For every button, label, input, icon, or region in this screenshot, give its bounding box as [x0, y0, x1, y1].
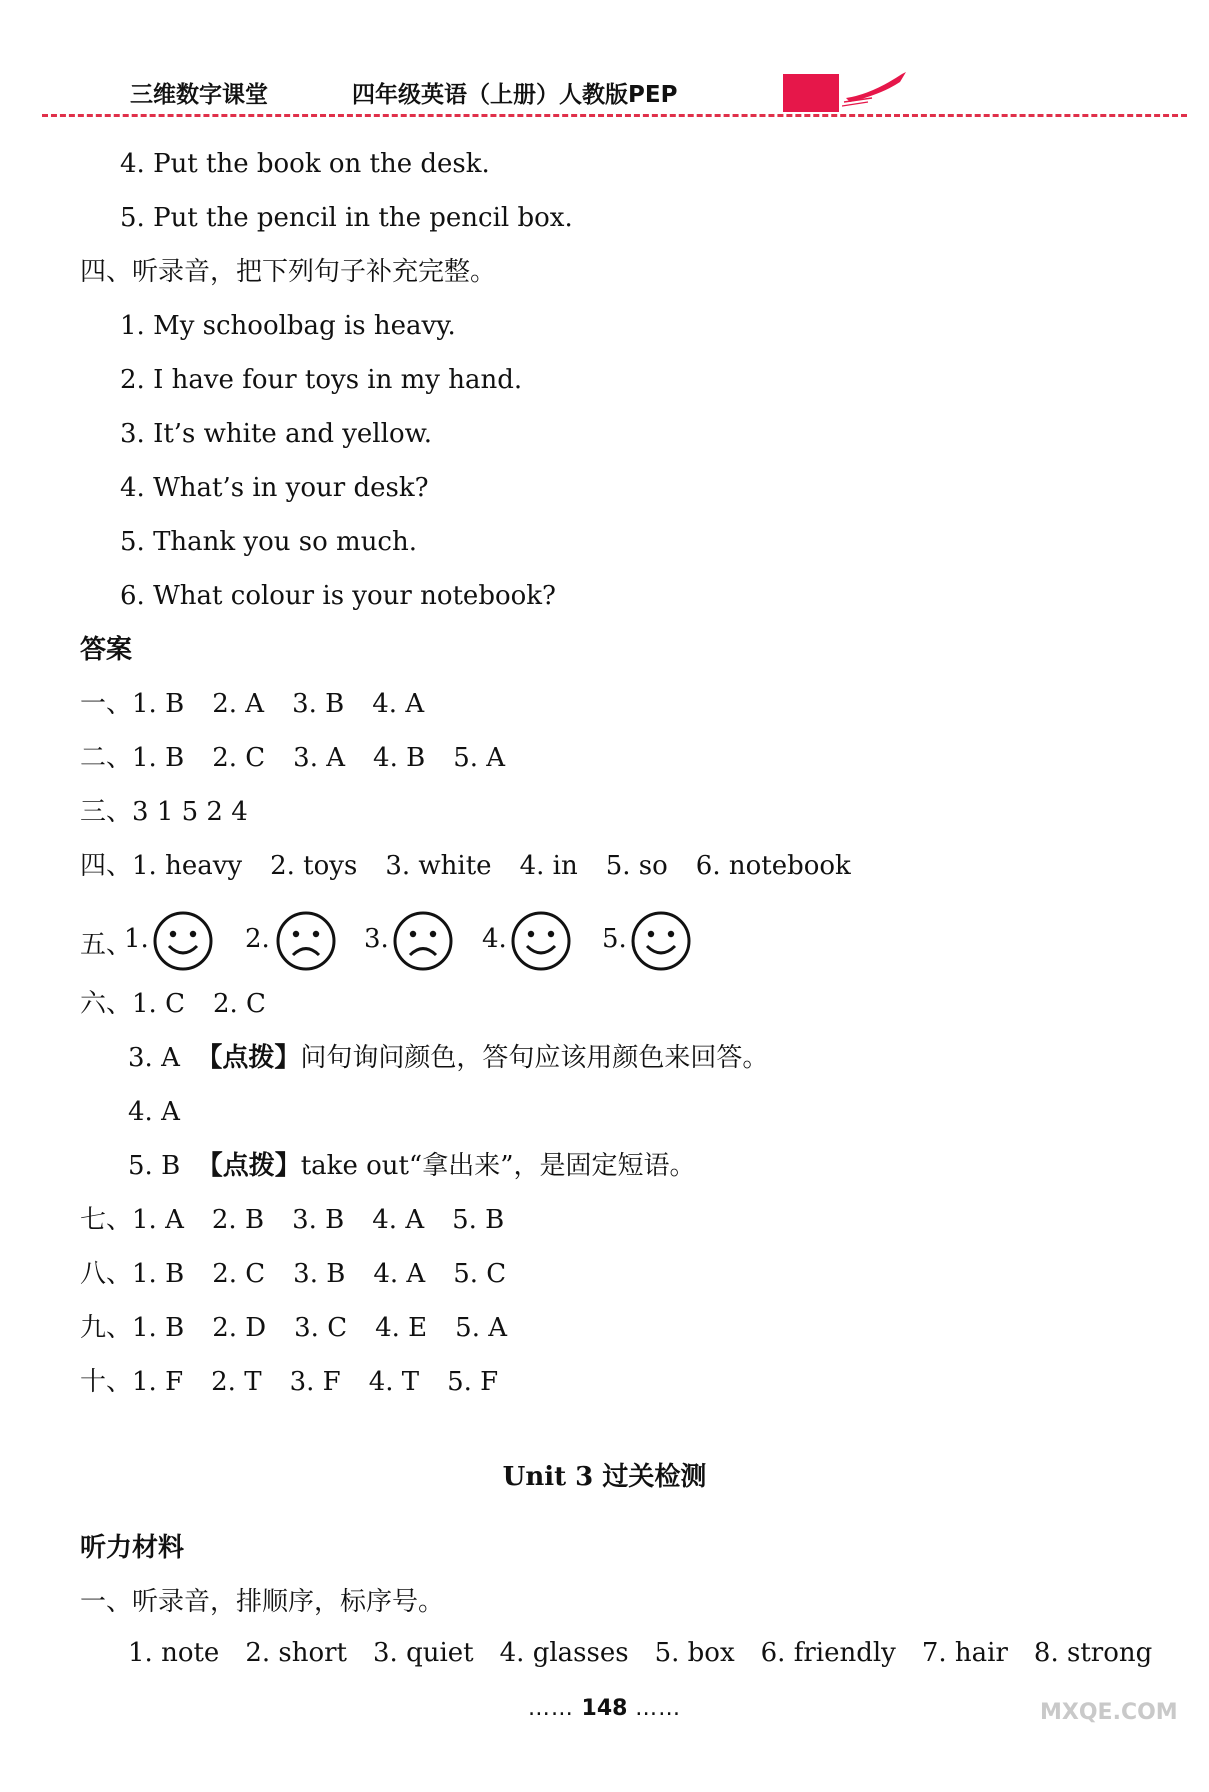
tip-text: take out“拿出来”，是固定短语。	[300, 1151, 696, 1181]
answer-row-4	[80, 848, 879, 884]
vocab-item: 3. quiet	[373, 1638, 474, 1668]
answer-row-1	[80, 686, 452, 722]
face-number: 3.	[364, 924, 389, 954]
face-number: 4.	[482, 924, 507, 954]
answer-item: 1. A	[132, 1205, 184, 1235]
answer-item: 4. A	[373, 1259, 426, 1289]
vocab-item: 8. strong	[1033, 1638, 1153, 1668]
vocab-item: 4. glasses	[499, 1638, 629, 1668]
answer-item: 5. so	[605, 851, 668, 881]
answer-item: 1. B	[132, 1259, 185, 1289]
answer-item: 5. B	[452, 1205, 505, 1235]
vocab-item: 1. note	[128, 1638, 220, 1668]
smile-face-icon	[152, 910, 214, 972]
answer-item: 1. B	[132, 743, 185, 773]
answer-row-6-item-4: 4. A	[128, 1097, 180, 1127]
part4-item: 1. My schoolbag is heavy.	[120, 311, 456, 341]
answer-row-8	[80, 1256, 534, 1292]
rocket-icon	[842, 68, 912, 108]
listening-heading: 听力材料	[80, 1533, 185, 1563]
answer-item: 3. B	[292, 689, 345, 719]
part4-item: 3. It’s white and yellow.	[120, 419, 433, 449]
answer-item: 4. in	[519, 851, 578, 881]
answer-item: 1. B	[132, 1313, 185, 1343]
answer-item: 5. C	[453, 1259, 507, 1289]
vocab-item: 5. box	[654, 1638, 735, 1668]
answer-item: 4. B	[373, 743, 426, 773]
answer-item: 5. A	[455, 1313, 508, 1343]
vocab-item: 7. hair	[921, 1638, 1008, 1668]
answer-item: 4. A	[372, 689, 425, 719]
answer-item: 2. C	[212, 743, 266, 773]
smile-face-icon	[630, 910, 692, 972]
smile-face-icon	[510, 910, 572, 972]
section-title: Unit 3 过关检测	[502, 1462, 707, 1492]
face-number: 5.	[602, 924, 627, 954]
answer-label: 七、	[80, 1205, 133, 1235]
answer-item: 3. C	[294, 1313, 348, 1343]
answer-item: 1. C	[132, 989, 185, 1019]
tip-key: 【点拨】	[196, 1043, 301, 1073]
answer-item: 5. A	[453, 743, 506, 773]
answer-label: 十、	[80, 1367, 133, 1397]
answer-item: 5. B	[128, 1151, 181, 1181]
face-number: 2.	[245, 924, 270, 954]
answer-label: 五、	[80, 930, 133, 960]
vocab-list	[128, 1638, 1178, 1668]
answer-item: 2. T	[211, 1367, 262, 1397]
sad-face-icon	[392, 910, 454, 972]
series-title: 三维数字课堂	[130, 82, 268, 108]
answers-heading: 答案	[80, 635, 133, 665]
answer-item: 6. notebook	[695, 851, 851, 881]
answer-item: 4. T	[368, 1367, 420, 1397]
answer-item: 2. C	[212, 1259, 266, 1289]
part4-item: 6. What colour is your notebook?	[120, 581, 556, 611]
answer-item: 5. F	[447, 1367, 499, 1397]
answer-label: 六、	[80, 989, 133, 1019]
tip-text: 问句询问颜色，答句应该用颜色来回答。	[300, 1043, 769, 1073]
answer-item: 4. E	[375, 1313, 428, 1343]
answer-row-10	[80, 1364, 526, 1400]
answer-item: 1. heavy	[132, 851, 243, 881]
book-title: 四年级英语（上册）人教版PEP	[352, 82, 678, 108]
answer-item: 2. B	[211, 1205, 265, 1235]
answer-item: 3. B	[292, 1205, 345, 1235]
part3-item-4: 4. Put the book on the desk.	[120, 149, 490, 179]
part3-item-5: 5. Put the pencil in the pencil box.	[120, 203, 573, 233]
answer-row-2	[80, 740, 533, 776]
face-number: 1.	[124, 924, 149, 954]
page-number-footer	[0, 1696, 1209, 1721]
footer-dots: ……	[635, 1696, 682, 1721]
answer-row-6	[80, 986, 294, 1022]
answer-label: 四、	[80, 851, 133, 881]
brand-block	[783, 74, 839, 112]
part4-item: 5. Thank you so much.	[120, 527, 418, 557]
answer-item: 1. F	[132, 1367, 184, 1397]
answer-item: 1. B	[132, 689, 185, 719]
watermark: MXQE.COM	[1040, 1700, 1178, 1725]
answer-item: 2. A	[212, 689, 265, 719]
answer-item: 3. B	[293, 1259, 346, 1289]
answer-item: 3. F	[289, 1367, 341, 1397]
answer-item: 4. A	[372, 1205, 425, 1235]
answer-label: 八、	[80, 1259, 133, 1289]
footer-dots: ……	[527, 1696, 574, 1721]
answer-label: 一、	[80, 689, 133, 719]
page-number: 148	[581, 1696, 628, 1721]
answer-label: 三、	[80, 797, 133, 827]
page-header	[0, 60, 1209, 130]
answer-row-6-item-3	[128, 1040, 768, 1076]
part4-heading: 四、听录音，把下列句子补充完整。	[80, 257, 497, 287]
answer-row-3	[80, 794, 248, 830]
answer-row-9	[80, 1310, 535, 1346]
header-divider	[42, 114, 1187, 117]
part1-heading: 一、听录音，排顺序，标序号。	[80, 1587, 445, 1617]
answer-item: 3. A	[128, 1043, 180, 1073]
answer-row-6-item-5	[128, 1148, 696, 1184]
answer-item: 3. white	[385, 851, 492, 881]
part4-item: 2. I have four toys in my hand.	[120, 365, 523, 395]
answer-label: 九、	[80, 1313, 133, 1343]
answer-row-7	[80, 1202, 532, 1238]
answer-item: 3 1 5 2 4	[132, 797, 248, 827]
vocab-item: 2. short	[245, 1638, 348, 1668]
answer-item: 3. A	[293, 743, 346, 773]
tip-key: 【点拨】	[196, 1151, 301, 1181]
sad-face-icon	[275, 910, 337, 972]
part4-item: 4. What’s in your desk?	[120, 473, 429, 503]
answer-item: 2. toys	[270, 851, 358, 881]
answer-label: 二、	[80, 743, 133, 773]
vocab-item: 6. friendly	[760, 1638, 896, 1668]
answer-item: 2. C	[212, 989, 266, 1019]
answer-item: 2. D	[212, 1313, 267, 1343]
